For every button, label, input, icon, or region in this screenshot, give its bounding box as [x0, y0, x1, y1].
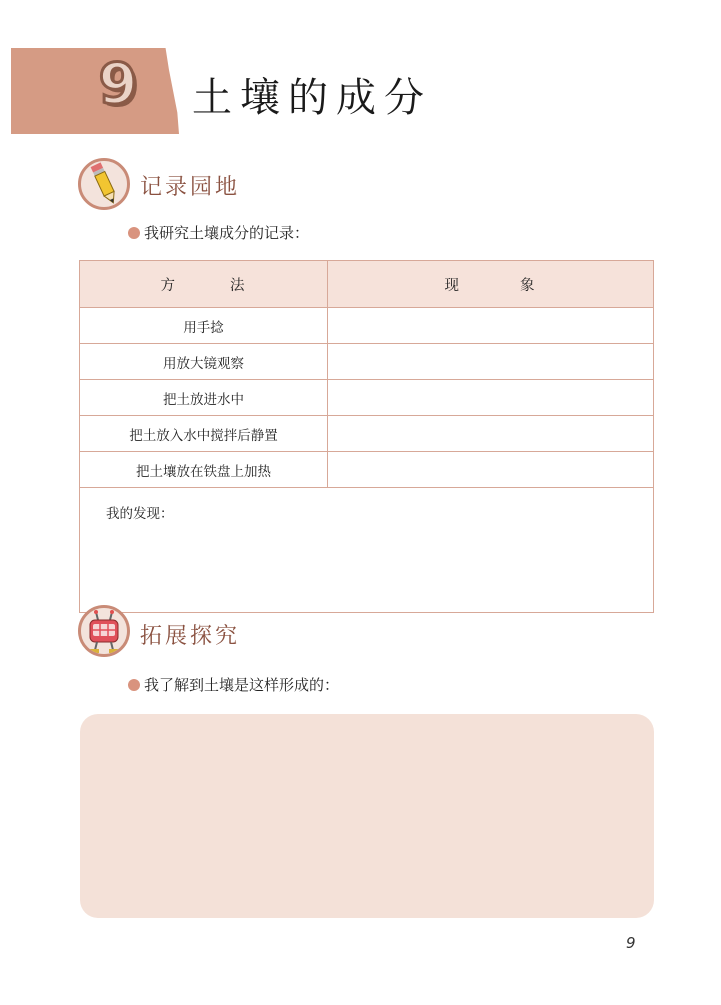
header-method [80, 261, 328, 308]
header-phenomenon [328, 261, 654, 308]
table-header-row [80, 261, 654, 308]
method-cell: 用手捻 [80, 308, 328, 344]
pencil-icon [78, 158, 130, 210]
method-cell: 把土壤放在铁盘上加热 [80, 452, 328, 488]
finding-row [80, 488, 654, 613]
record-table [79, 260, 654, 613]
table-row [80, 452, 654, 488]
chapter-number: 9 [98, 52, 138, 117]
table-row [80, 416, 654, 452]
method-cell: 把土放入水中搅拌后静置 [80, 416, 328, 452]
table-row [80, 344, 654, 380]
section-record-header [78, 158, 378, 214]
method-cell: 把土放进水中 [80, 380, 328, 416]
section-extend-label: 拓展探究 [140, 624, 241, 649]
finding-cell[interactable] [80, 488, 654, 613]
header-phenomenon-char-2: 象 [520, 277, 537, 294]
table-row [80, 380, 654, 416]
header-phenomenon-char-1: 现 [444, 277, 461, 294]
phenomenon-cell[interactable] [328, 380, 654, 416]
bullet-dot-icon [128, 679, 140, 691]
phenomenon-cell[interactable] [328, 308, 654, 344]
phenomenon-cell[interactable] [328, 452, 654, 488]
extend-prompt-text: 我了解到土壤是这样形成的： [144, 676, 340, 694]
robot-icon [78, 605, 130, 657]
extend-answer-box[interactable] [80, 714, 654, 918]
method-cell: 用放大镜观察 [80, 344, 328, 380]
header-method-char-2: 法 [230, 277, 247, 294]
record-prompt [128, 222, 309, 243]
phenomenon-cell[interactable] [328, 344, 654, 380]
bullet-dot-icon [128, 227, 140, 239]
section-record-label: 记录园地 [140, 175, 241, 200]
table-row [80, 308, 654, 344]
extend-prompt [128, 674, 339, 695]
phenomenon-cell[interactable] [328, 416, 654, 452]
header-method-char-1: 方 [160, 277, 177, 294]
chapter-title: 土壤的成分 [192, 75, 432, 121]
page-number: 9 [626, 934, 636, 952]
record-prompt-text: 我研究土壤成分的记录： [144, 224, 310, 242]
section-extend-header [78, 605, 378, 661]
finding-label: 我的发现： [106, 506, 174, 522]
